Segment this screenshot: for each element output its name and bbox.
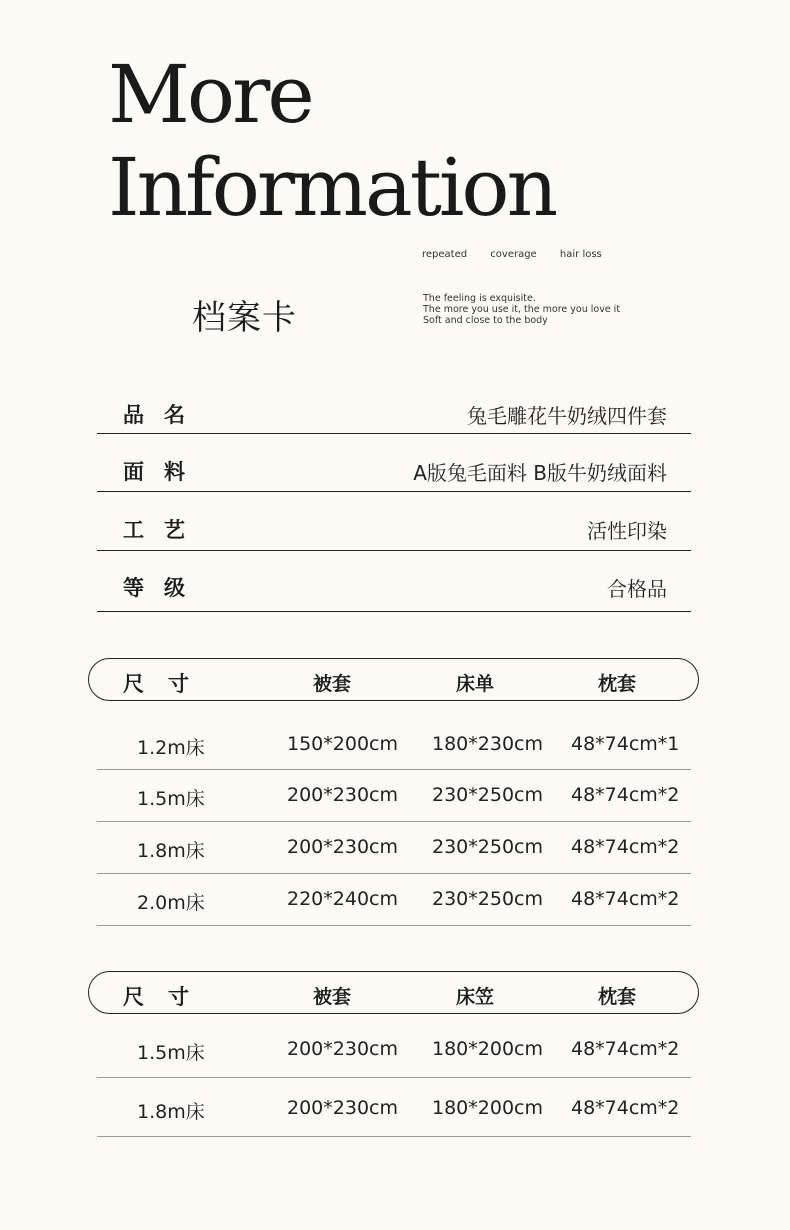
tag: repeated [422, 249, 468, 260]
header-fitted-sheet: 床笠 [456, 986, 495, 1008]
size-table [97, 1020, 691, 1137]
cell-size: 2.0m床 [137, 892, 205, 914]
info-row [97, 551, 691, 612]
header-duvet: 被套 [313, 673, 352, 695]
size-table-header [88, 658, 699, 701]
info-value: 合格品 [607, 577, 667, 601]
info-value: 兔毛雕花牛奶绒四件套 [467, 404, 667, 428]
header-size: 尺寸 [123, 985, 213, 1009]
cell-sheet: 230*250cm [432, 784, 543, 806]
slogan-line: The more you use it, the more you love it [423, 304, 621, 315]
cell-pillowcase: 48*74cm*2 [571, 888, 680, 910]
cell-size: 1.8m床 [137, 840, 205, 862]
cell-duvet: 220*240cm [287, 888, 398, 910]
info-label: 等级 [123, 576, 205, 600]
cell-duvet: 200*230cm [287, 784, 398, 806]
cell-size: 1.5m床 [137, 1042, 205, 1064]
table-row [97, 718, 691, 770]
cell-size: 1.2m床 [137, 737, 205, 759]
cell-pillowcase: 48*74cm*1 [571, 733, 680, 755]
slogan-line: Soft and close to the body [423, 315, 548, 326]
slogan [423, 293, 620, 326]
cell-duvet: 200*230cm [287, 836, 398, 858]
cell-sheet: 230*250cm [432, 836, 543, 858]
cell-pillowcase: 48*74cm*2 [571, 784, 680, 806]
info-label: 品名 [123, 403, 205, 427]
info-table [97, 390, 691, 612]
slogan-line: The feeling is exquisite. [423, 293, 536, 304]
size-table [97, 718, 691, 926]
info-row [97, 434, 691, 492]
header-size: 尺寸 [123, 672, 213, 696]
cell-fitted-sheet: 180*200cm [432, 1097, 543, 1119]
cell-size: 1.8m床 [137, 1101, 205, 1123]
hero-title-line1: More [108, 48, 312, 141]
table-row [97, 822, 691, 874]
tag: hair loss [559, 249, 602, 260]
table-row [97, 1020, 691, 1078]
info-row [97, 492, 691, 551]
cell-duvet: 150*200cm [287, 733, 398, 755]
tag: coverage [490, 249, 537, 260]
table-row [97, 874, 691, 926]
cell-pillowcase: 48*74cm*2 [571, 836, 680, 858]
size-table-header [88, 971, 699, 1014]
cell-duvet: 200*230cm [287, 1097, 398, 1119]
hero-title-line2: Information [108, 141, 556, 234]
cell-pillowcase: 48*74cm*2 [571, 1038, 680, 1060]
card-title: 档案卡 [192, 298, 297, 338]
table-row [97, 1078, 691, 1137]
info-value: A版兔毛面料 B版牛奶绒面料 [413, 461, 667, 485]
info-value: 活性印染 [587, 519, 667, 543]
cell-size: 1.5m床 [137, 788, 205, 810]
header-pillowcase: 枕套 [598, 673, 637, 695]
header-sheet: 床单 [456, 673, 495, 695]
info-label: 面料 [123, 460, 205, 484]
cell-sheet: 230*250cm [432, 888, 543, 910]
info-row [97, 390, 691, 434]
cell-sheet: 180*230cm [432, 733, 543, 755]
info-label: 工艺 [123, 518, 205, 542]
header-duvet: 被套 [313, 986, 352, 1008]
cell-pillowcase: 48*74cm*2 [571, 1097, 680, 1119]
cell-duvet: 200*230cm [287, 1038, 398, 1060]
cell-fitted-sheet: 180*200cm [432, 1038, 543, 1060]
table-row [97, 770, 691, 822]
header-pillowcase: 枕套 [598, 986, 637, 1008]
tag-list [422, 249, 622, 260]
